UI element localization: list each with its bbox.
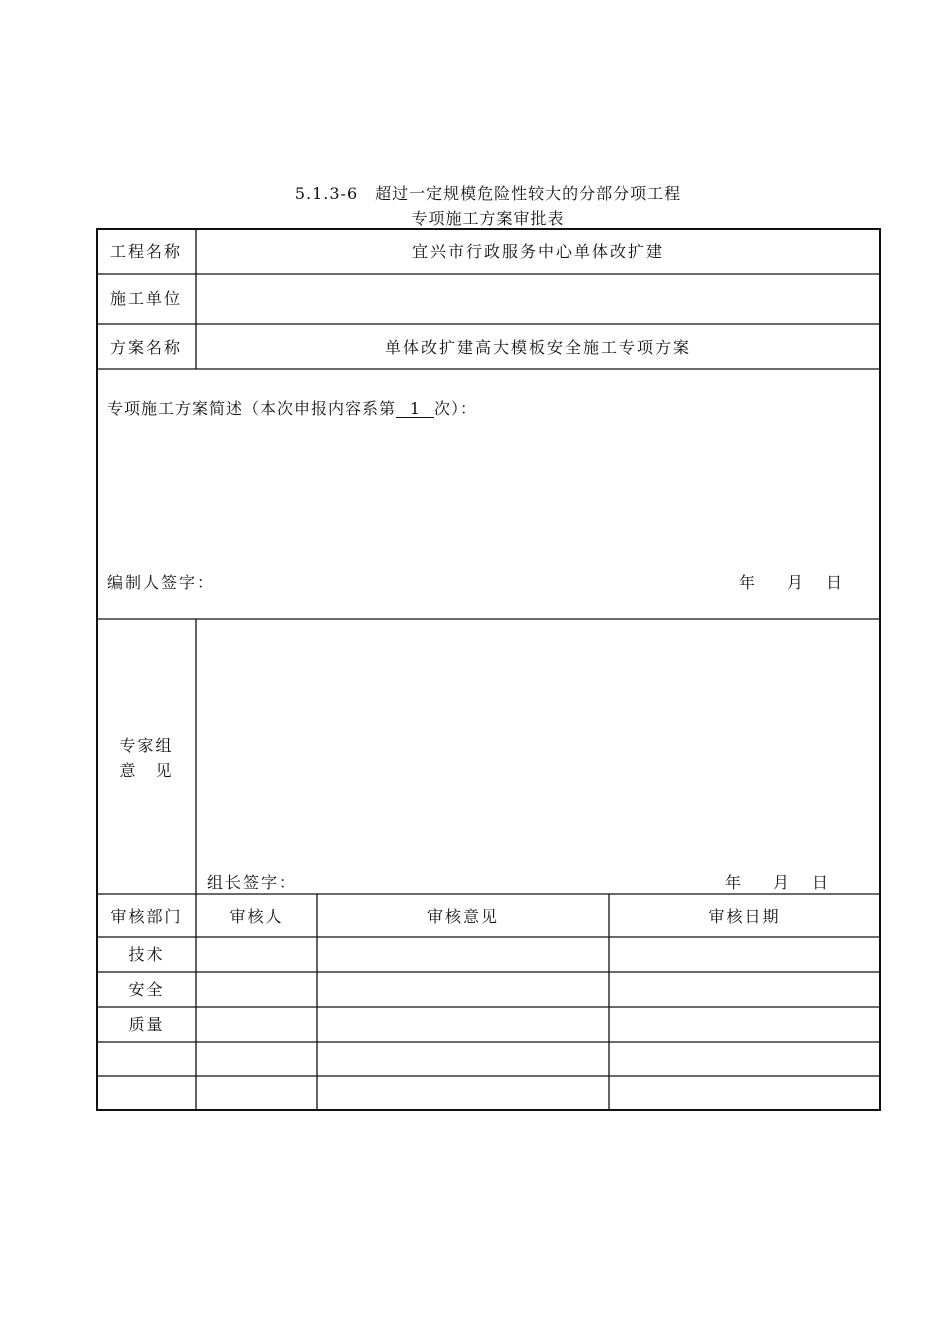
contractor-label: 施工单位 bbox=[110, 289, 183, 308]
project-name-value: 宜兴市行政服务中心单体改扩建 bbox=[411, 242, 664, 261]
leader-sign-label: 组长签字： bbox=[207, 873, 298, 892]
review-header-department: 审核部门 bbox=[110, 907, 183, 926]
compiler-date-year: 年 bbox=[739, 573, 758, 592]
compiler-date-month: 月 bbox=[787, 573, 806, 592]
compiler-sign-label: 编制人签字： bbox=[107, 573, 216, 592]
review-header-date: 审核日期 bbox=[708, 907, 781, 926]
review-header-reviewer: 审核人 bbox=[229, 907, 284, 926]
review-row-department: 技术 bbox=[128, 945, 165, 964]
summary-label bbox=[107, 399, 477, 419]
leader-date-day: 日 bbox=[812, 873, 831, 892]
compiler-date-day: 日 bbox=[826, 573, 845, 592]
scheme-name-value: 单体改扩建高大模板安全施工专项方案 bbox=[384, 338, 691, 357]
form-title-line1: 5.1.3-6 超过一定规模危险性较大的分部分项工程 bbox=[294, 184, 682, 203]
review-row-department: 安全 bbox=[128, 980, 165, 999]
expert-label-line2: 意 见 bbox=[119, 761, 174, 780]
summary-label-suffix: 次）： bbox=[434, 399, 478, 418]
review-header-opinion: 审核意见 bbox=[426, 907, 499, 926]
scheme-name-label: 方案名称 bbox=[110, 338, 183, 357]
leader-date-year: 年 bbox=[725, 873, 744, 892]
review-row-department: 质量 bbox=[128, 1015, 165, 1034]
summary-label-prefix: 专项施工方案简述（本次申报内容系第 bbox=[107, 399, 397, 418]
project-name-label: 工程名称 bbox=[110, 242, 183, 261]
leader-date-month: 月 bbox=[773, 873, 792, 892]
submission-number: 1 bbox=[396, 401, 434, 418]
expert-label-line1: 专家组 bbox=[119, 736, 174, 755]
form-title-line2: 专项施工方案审批表 bbox=[411, 209, 565, 228]
